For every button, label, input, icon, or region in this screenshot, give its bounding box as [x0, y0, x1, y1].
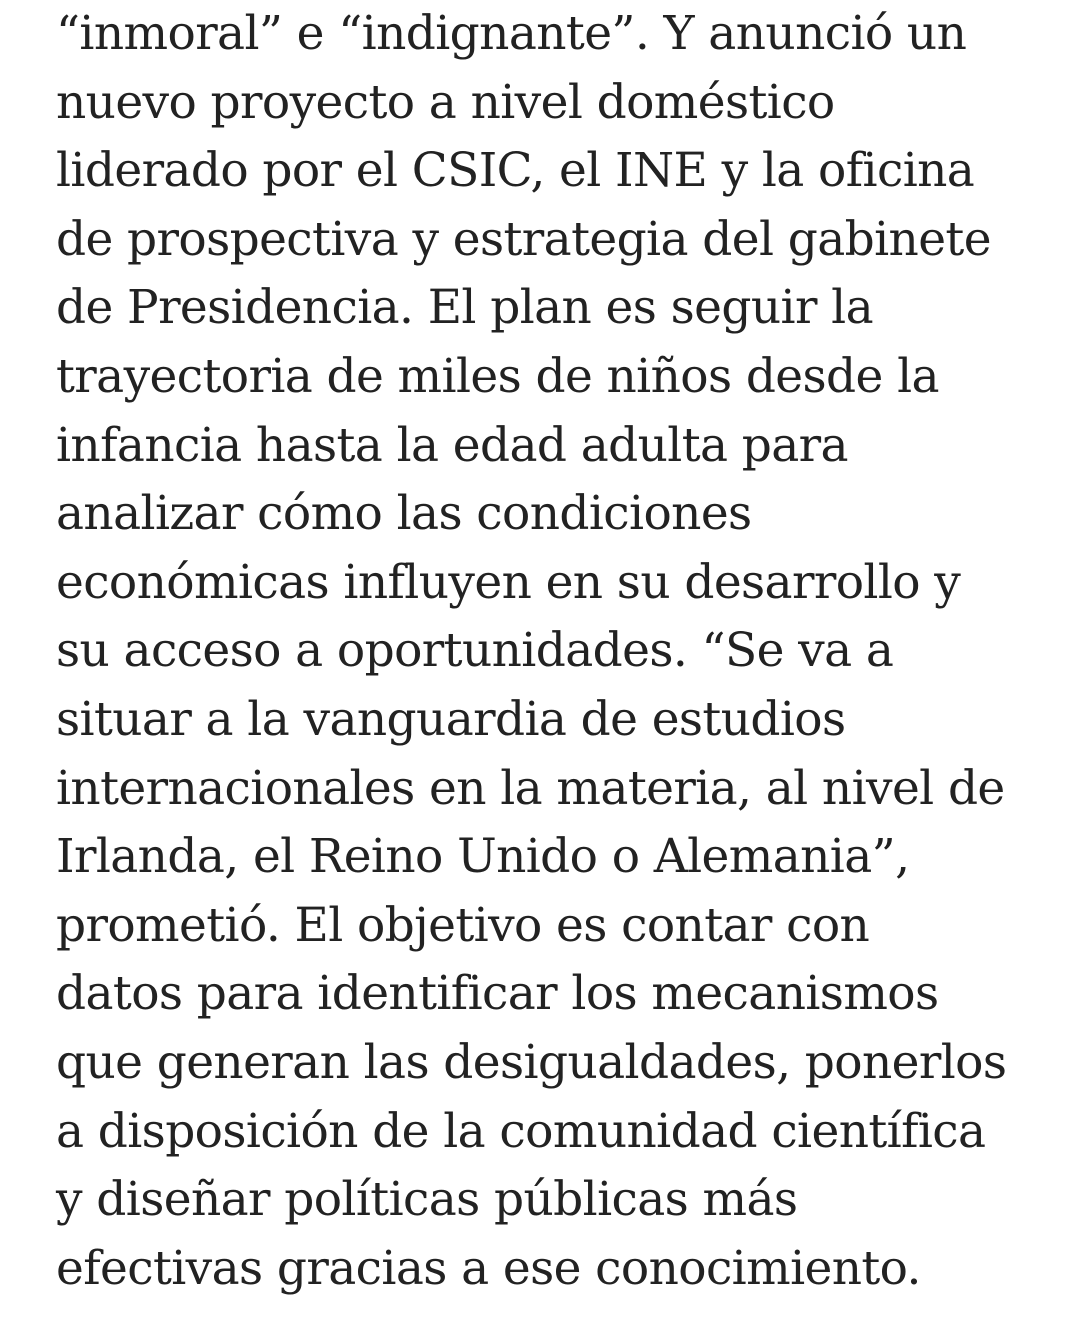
paragraph-line: prometió. El objetivo es contar con: [56, 897, 870, 953]
paragraph-line: internacionales en la materia, al nivel de: [56, 760, 1005, 816]
paragraph-line: liderado por el CSIC, el INE y la oficina: [56, 143, 975, 199]
paragraph-line: su acceso a oportunidades. “Se va a: [56, 623, 894, 679]
paragraph-line: trayectoria de miles de niños desde la: [56, 348, 939, 404]
paragraph-line: económicas influyen en su desarrollo y: [56, 554, 961, 610]
paragraph-line: efectivas gracias a ese conocimiento.: [56, 1240, 921, 1296]
paragraph-line: situar a la vanguardia de estudios: [56, 691, 846, 747]
paragraph-line: analizar cómo las condiciones: [56, 486, 752, 542]
paragraph-line: de prospectiva y estrategia del gabinete: [56, 211, 991, 267]
paragraph-line: infancia hasta la edad adulta para: [56, 417, 848, 473]
paragraph-line: de Presidencia. El plan es seguir la: [56, 280, 874, 336]
article-paragraph: [56, 0, 1066, 1303]
article-body: [56, 0, 1066, 1303]
paragraph-line: “inmoral” e “indignante”. Y anunció un: [56, 6, 967, 61]
paragraph-line: y diseñar políticas públicas más: [56, 1172, 798, 1228]
paragraph-line: Irlanda, el Reino Unido o Alemania”,: [56, 829, 910, 885]
paragraph-line: nuevo proyecto a nivel doméstico: [56, 74, 835, 130]
paragraph-line: a disposición de la comunidad científica: [56, 1103, 986, 1159]
paragraph-line: que generan las desigualdades, ponerlos: [56, 1034, 1007, 1090]
paragraph-line: datos para identificar los mecanismos: [56, 966, 939, 1022]
